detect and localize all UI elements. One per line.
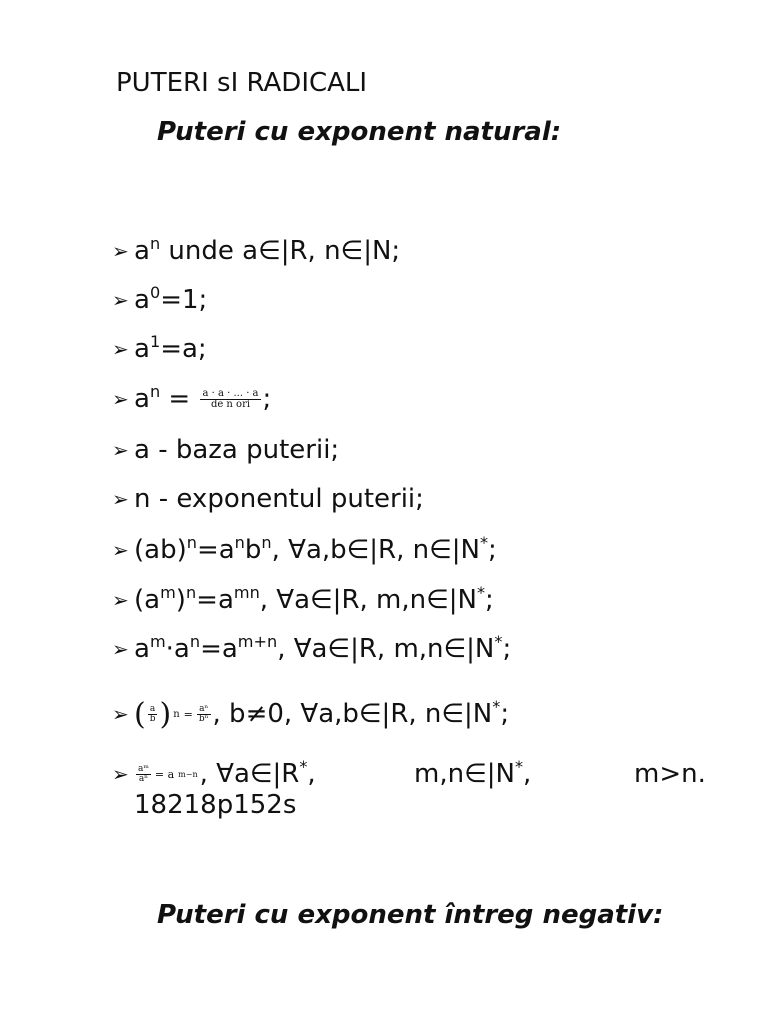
list-item: ➢ $a^n$ unde a∈|R, n∈|N;	[112, 234, 401, 266]
arrow-bullet-icon: ➢	[112, 438, 129, 462]
list-item: ➢ $\frac{\text{aᵐ}}{\text{aⁿ}}$ = a m−n, ∀a∈|R*,	[112, 752, 712, 796]
list-item: ➢ $a^0=1$;	[112, 283, 208, 315]
section-heading-negative: Puteri cu exponent întreg negativ:	[157, 900, 664, 930]
arrow-bullet-icon: ➢	[112, 702, 129, 726]
section-heading-natural: Puteri cu exponent natural:	[157, 117, 562, 147]
list-item: ➢ $a^n$ = $\frac{a \cdot a \cdot ... \cdot a}{\text{de n ori}}$ ;	[112, 382, 272, 414]
arrow-bullet-icon: ➢	[112, 487, 129, 511]
arrow-bullet-icon: ➢	[112, 288, 129, 312]
fraction-am-over-an: $\frac{\text{aᵐ}}{\text{aⁿ}}$	[138, 763, 149, 784]
arrow-bullet-icon: ➢	[112, 387, 129, 411]
fraction-a-over-b: $\frac{a}{b}$	[149, 703, 156, 724]
list-item: ➢ $(a^m)^n=a^{mn}$, ∀a∈|R, m,n∈|N*;	[112, 583, 494, 615]
product-fraction: $\frac{a \cdot a \cdot ... \cdot a}{\text{de n ori}}$	[202, 387, 259, 410]
list-item: ➢ a - baza puterii;	[112, 435, 340, 465]
list-item: ➢ ( $\frac{a}{b}$ ) n = $\frac{\text{aⁿ}}{\text{bⁿ}}$ , b≠0, ∀a,b∈|R, n∈|N*;	[112, 692, 509, 736]
list-item: ➢ n - exponentul puterii;	[112, 484, 424, 514]
arrow-bullet-icon: ➢	[112, 538, 129, 562]
fraction-an-over-bn: $\frac{\text{aⁿ}}{\text{bⁿ}}$	[198, 703, 209, 724]
arrow-bullet-icon: ➢	[112, 588, 129, 612]
arrow-bullet-icon: ➢	[112, 637, 129, 661]
list-item-continuation-text: 18218p152s	[134, 790, 297, 820]
list-item-continuation-condition: m>n.	[634, 759, 706, 789]
list-item: ➢ $a^m\cdot a^n=a^{m+n}$, ∀a∈|R, m,n∈|N*;	[112, 632, 512, 664]
list-item: ➢ $(ab)^n=a^nb^n$, ∀a,b∈|R, n∈|N*;	[112, 533, 497, 565]
arrow-bullet-icon: ➢	[112, 239, 129, 263]
list-item: ➢ $a^1=a$;	[112, 332, 207, 364]
list-item-continuation-mn: m,n∈|N*,	[414, 757, 532, 789]
arrow-bullet-icon: ➢	[112, 762, 129, 786]
document-title: PUTERI sI RADICALI	[116, 68, 368, 98]
arrow-bullet-icon: ➢	[112, 337, 129, 361]
